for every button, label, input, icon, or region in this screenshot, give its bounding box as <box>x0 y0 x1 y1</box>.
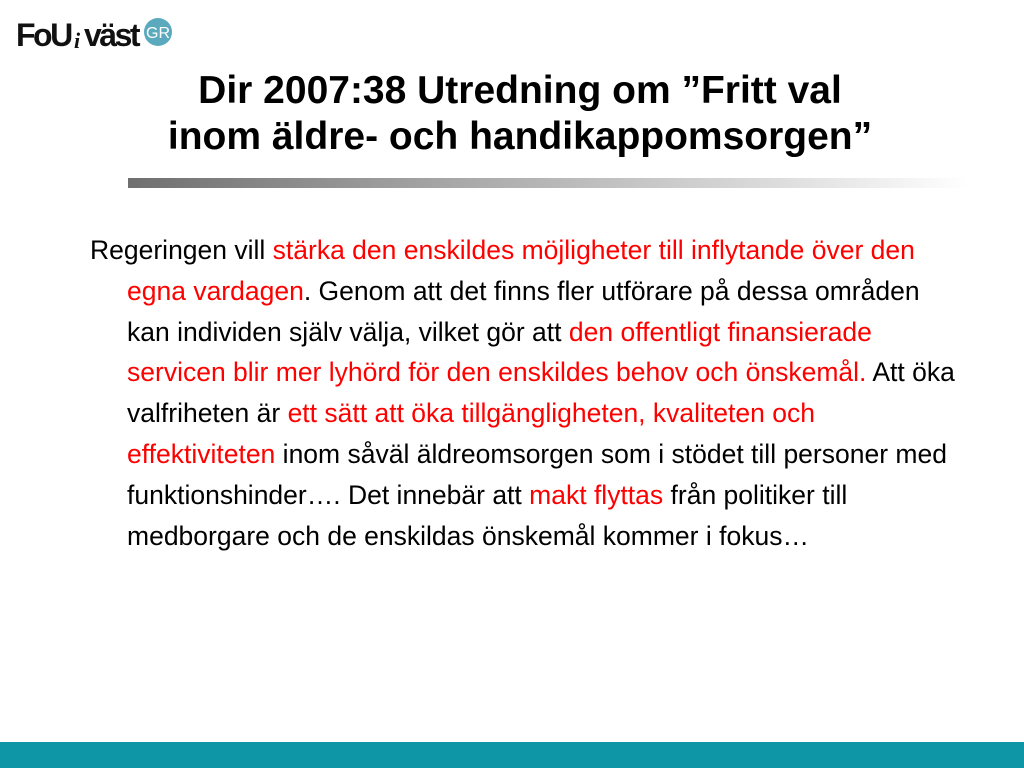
body-text-segment: . Genom att det finns fler utförare på dessa områden kan individen själv välja, vilket gör att <box>127 275 920 347</box>
highlighted-text-segment: den offentligt finansierade servicen blir mer lyhörd för den enskildes behov och önskemål. <box>127 316 872 388</box>
body-text-segment: Regeringen vill <box>90 235 273 265</box>
slide-title-line-2: inom äldre- och handikappomsorgen” <box>167 115 873 158</box>
footer-bar <box>0 742 1024 768</box>
highlighted-text-segment: makt flyttas <box>529 479 664 510</box>
title-underline <box>128 178 968 188</box>
svg-text:FoU: FoU <box>16 17 71 53</box>
svg-text:väst: väst <box>84 17 139 53</box>
body-text-segment: Att öka valfriheten är <box>127 357 955 429</box>
svg-text:GR: GR <box>146 25 170 42</box>
svg-text:i: i <box>74 28 81 53</box>
slide-title-line-1: Dir 2007:38 Utredning om ”Fritt val <box>198 69 842 112</box>
highlighted-text-segment: stärka den enskildes möjligheter till inflytande över den egna vardagen <box>127 235 915 306</box>
body-paragraph <box>90 230 957 556</box>
body-text-segment: inom såväl äldreomsorgen som i stödet till personer med funktionshinder…. Det innebär att <box>127 438 947 510</box>
highlighted-text-segment: ett sätt att öka tillgängligheten, kvaliteten och effektiviteten <box>127 398 815 469</box>
slide-title <box>100 68 940 160</box>
body-text-segment: från politiker till medborgare och de enskildas önskemål kommer i fokus… <box>127 479 848 551</box>
fou-i-vast-logo <box>16 10 176 54</box>
